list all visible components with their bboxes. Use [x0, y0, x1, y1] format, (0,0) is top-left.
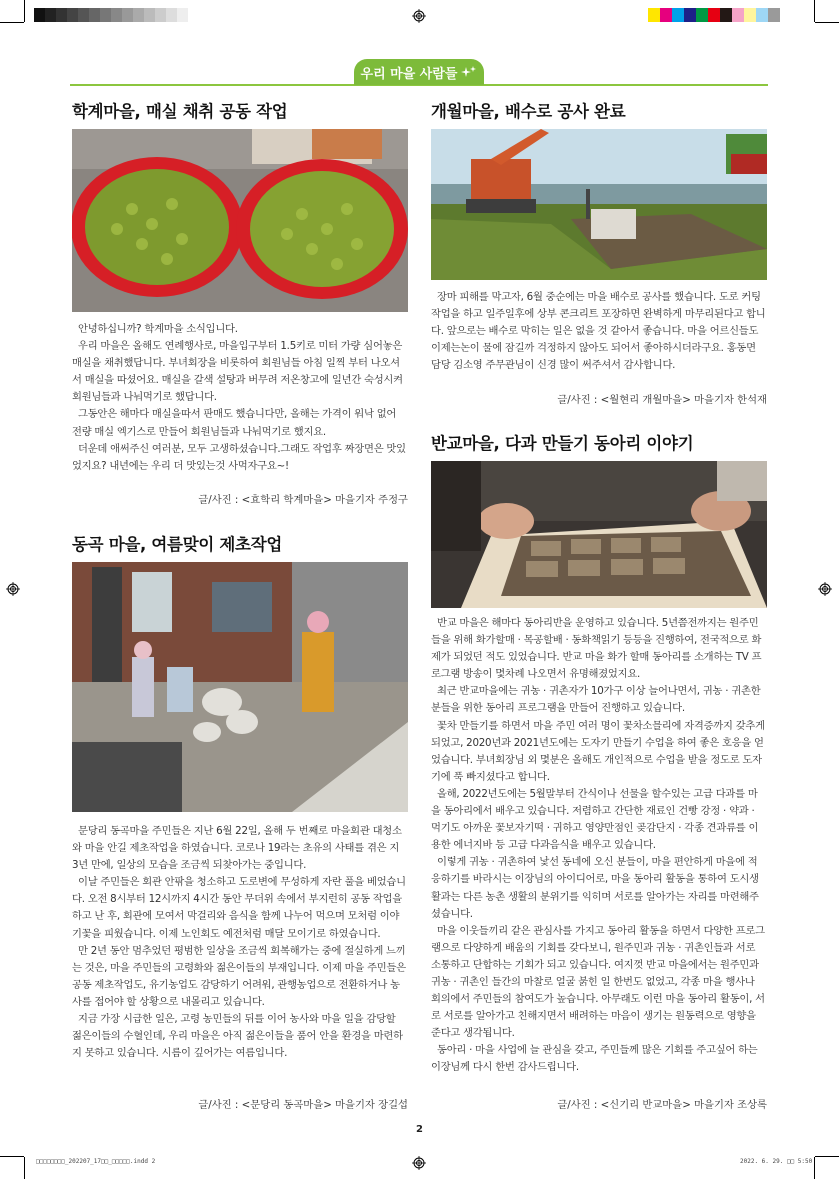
crop-mark — [814, 1157, 815, 1179]
crop-mark — [0, 22, 24, 23]
registration-mark-icon — [412, 9, 426, 23]
article-title-bangyo: 반교마을, 다과 만들기 동아리 이야기 — [431, 434, 694, 453]
article-title-hakgye: 학계마을, 매실 채취 공동 작업 — [72, 102, 288, 121]
paragraph: 안녕하십니까? 학계마을 소식입니다. — [78, 323, 238, 335]
section-tag-label: 우리 마을 사람들 — [360, 66, 458, 82]
paragraph: 올해, 2022년도에는 5월말부터 간식이나 선물을 할수있는 고급 다과를 마을 동아리에서 배우고 있습니다. 저렴하고 간단한 재료인 건빵 강정 · 약과 · 먹기도 아까운 꽃보자기떡 · 귀하고 영양만점인 곶감단지 · 각종 견과류를 이용한 에너지바 등 고급 다과음식을 배우고 있습니다. — [431, 787, 759, 852]
article-title-gaewol: 개월마을, 배수로 공사 완료 — [431, 102, 626, 121]
photo-donggok — [72, 562, 408, 812]
article-body-gaewol — [431, 289, 767, 374]
sparkle-icon — [461, 65, 477, 79]
article-body-donggok — [72, 823, 408, 1062]
paragraph: 최근 반교마을에는 귀농 · 귀촌자가 10가구 이상 늘어나면서, 귀농 · 귀촌한 분들을 위한 동아리 프로그램을 만들어 진행하고 있습니다. — [431, 685, 761, 715]
paragraph: 그동안은 해마다 매실을따서 판매도 했습니다만, 올해는 가격이 워낙 없어 전량 매실 엑기스로 만들어 회원님들과 나눠먹기로 했지요. — [72, 408, 397, 438]
paragraph: 이렇게 귀농 · 귀촌하여 낯선 동네에 오신 분들이, 마을 편안하게 마을에 적응하기를 바라시는 이장님의 아이디어로, 마을 동아리 활동을 통하여 도시생활과는 다른 농촌 생활의 분위기를 익히며 서로를 알아가는 자리를 마련해주셨습니다. — [431, 856, 759, 920]
article-body-hakgye — [72, 321, 408, 475]
footer-timestamp: 2022. 6. 29. □□ 5:50 — [740, 1158, 813, 1165]
paragraph: 지금 가장 시급한 일은, 고령 농민들의 뒤를 이어 농사와 마을 일을 감당할 젊은이들의 수혈인데, 우리 마을은 아직 젊은이들을 품어 안을 환경을 마련하지 못하고 있습니다. 시름이 깊어가는 여름입니다. — [72, 1013, 403, 1060]
paragraph: 반교 마을은 해마다 동아리반을 운영하고 있습니다. 5년쯤전까지는 원주민들을 위해 화가할매 · 목공할배 · 동화책읽기 등등을 진행하여, 전국적으로 화제가 되었던 적도 있었습니다. 반교 마을 화가 할매 동아리를 소개하는 TV 프로그램 방송이 몇차례 나오면서 유명해졌었지요. — [431, 617, 762, 681]
registration-mark-icon — [818, 582, 832, 596]
photo-bangyo — [431, 461, 767, 608]
crop-mark — [815, 1156, 839, 1157]
crop-mark — [24, 1157, 25, 1179]
article-credit-hakgye: 글/사진 : <효학리 학계마을> 마을기자 주정구 — [198, 494, 408, 506]
page-number: 2 — [416, 1124, 423, 1135]
paragraph: 꽃차 만들기를 하면서 마을 주민 여러 명이 꽃차소믈리에 자격증까지 갖추게 되었고, 2020년과 2021년도에는 도자기 만들기 수업을 하여 좋은 호응을 얻었습니다. 부녀회장님 외 몇분은 올해도 개인적으로 수업을 받을 정도로 도자기에 푹 빠지셨다고 합니다. — [431, 719, 765, 783]
paragraph: 장마 피해를 막고자, 6월 중순에는 마을 배수로 공사를 했습니다. 도로 커팅 작업을 하고 일주일후에 상부 콘크리트 포장하면 완벽하게 마무리된다고 합니다. 앞으로는 배수로 막히는 일은 없을 것 같아서 좋습니다. 마을 어르신들도 이제는논이 물에 잠길까 걱정하지 않아도 되어서 좋아하시더라구요. 홍동면 담당 김소영 주무관님이 신경 많이 써주셔서 감사합니다. — [431, 291, 766, 372]
crop-mark — [0, 1156, 24, 1157]
crop-mark — [815, 22, 839, 23]
photo-gaewol — [431, 129, 767, 280]
registration-mark-icon — [6, 582, 20, 596]
paragraph: 마을 이웃들끼리 같은 관심사를 가지고 동아리 활동을 하면서 다양한 프로그램으로 다양하게 배움의 기회를 갖다보니, 원주민과 귀농 · 귀촌인들과 서로 소통하고 단합하는 기회가 되고 있습니다. 여지껏 반교 마을에서는 원주민과 귀농 · 귀촌인 들간의 마찰로 얼굴 붉힌 일 한번도 없었고, 각종 마을 행사나 회의에서 주민들의 참여도가 높습니다. 아무래도 이런 마을 동아리 활동이, 서로 서로를 알아가고 친해지면서 배려하는 마음이 생기는 원동력으로 영향을 준다고 생각됩니다. — [431, 924, 765, 1040]
registration-mark-icon — [412, 1156, 426, 1170]
article-credit-bangyo: 글/사진 : <신기리 반교마을> 마을기자 조상록 — [557, 1099, 767, 1111]
article-title-donggok: 동곡 마을, 여름맞이 제초작업 — [72, 535, 282, 554]
crop-mark — [24, 0, 25, 22]
footer-file-name: □□□□□□□□_202207_17□□_□□□□□.indd 2 — [36, 1158, 156, 1165]
grayscale-bar — [34, 8, 188, 22]
paragraph: 이날 주민들은 회관 안팎을 청소하고 도로변에 무성하게 자란 풀을 베었습니다. 오전 8시부터 12시까지 4시간 동안 무더위 속에서 부지런히 공동 작업을 하고 난 후, 회관에 모여서 막걸리와 음식을 함께 나누어 먹으며 모처럼 이야기꽃을 피웠습니다. 이제 노인회도 예전처럼 매달 모이기로 하였습니다. — [72, 876, 406, 940]
article-credit-gaewol: 글/사진 : <월현리 개월마을> 마을기자 한석재 — [557, 394, 767, 406]
crop-mark — [814, 0, 815, 22]
article-body-bangyo — [431, 615, 767, 1077]
section-tag — [354, 59, 484, 85]
color-bar — [648, 8, 780, 22]
paragraph: 우리 마을은 올해도 연례행사로, 마을입구부터 1.5키로 미터 가량 심어놓은 매실을 채취했답니다. 부녀회장을 비롯하여 회원님들 아침 일찍 부터 나오셔서 매실을 따셨어요. 매실을 갈색 설탕과 버무려 저온창고에 일년간 숙성시켜 회원님들과 나눠먹기로 했답니다. — [72, 340, 403, 404]
paragraph: 만 2년 동안 멈추었던 평범한 일상을 조금씩 회복해가는 중에 절실하게 느끼는 것은, 마을 주민들의 고령화와 젊은이들의 부재입니다. 이제 마을 주민들은 공동 제초작업도, 유기농업도 감당하기 어려워, 관행농업으로 전환하거나 농사를 접어야 할 상황으로 내몰리고 있습니다. — [72, 944, 406, 1008]
article-credit-donggok: 글/사진 : <문당리 동곡마을> 마을기자 장길섭 — [198, 1099, 408, 1111]
paragraph: 문당리 동곡마을 주민들은 지난 6월 22일, 올해 두 번째로 마을회관 대청소와 마을 안길 제초작업을 하였습니다. 코로나 19라는 초유의 사태를 겪은 지 3년 만에, 일상의 모습을 조금씩 되찾아가는 중입니다. — [72, 825, 402, 872]
paragraph: 동아리 · 마을 사업에 늘 관심을 갖고, 주민들께 많은 기회를 주고싶어 하는 이장님께 다시 한번 감사드립니다. — [431, 1044, 758, 1074]
paragraph: 더운데 애써주신 여러분, 모두 고생하셨습니다.그래도 작업후 짜장면은 맛있었지요? 내년에는 우리 더 맛있는것 사먹자구요~! — [72, 442, 406, 472]
photo-hakgye — [72, 129, 408, 312]
